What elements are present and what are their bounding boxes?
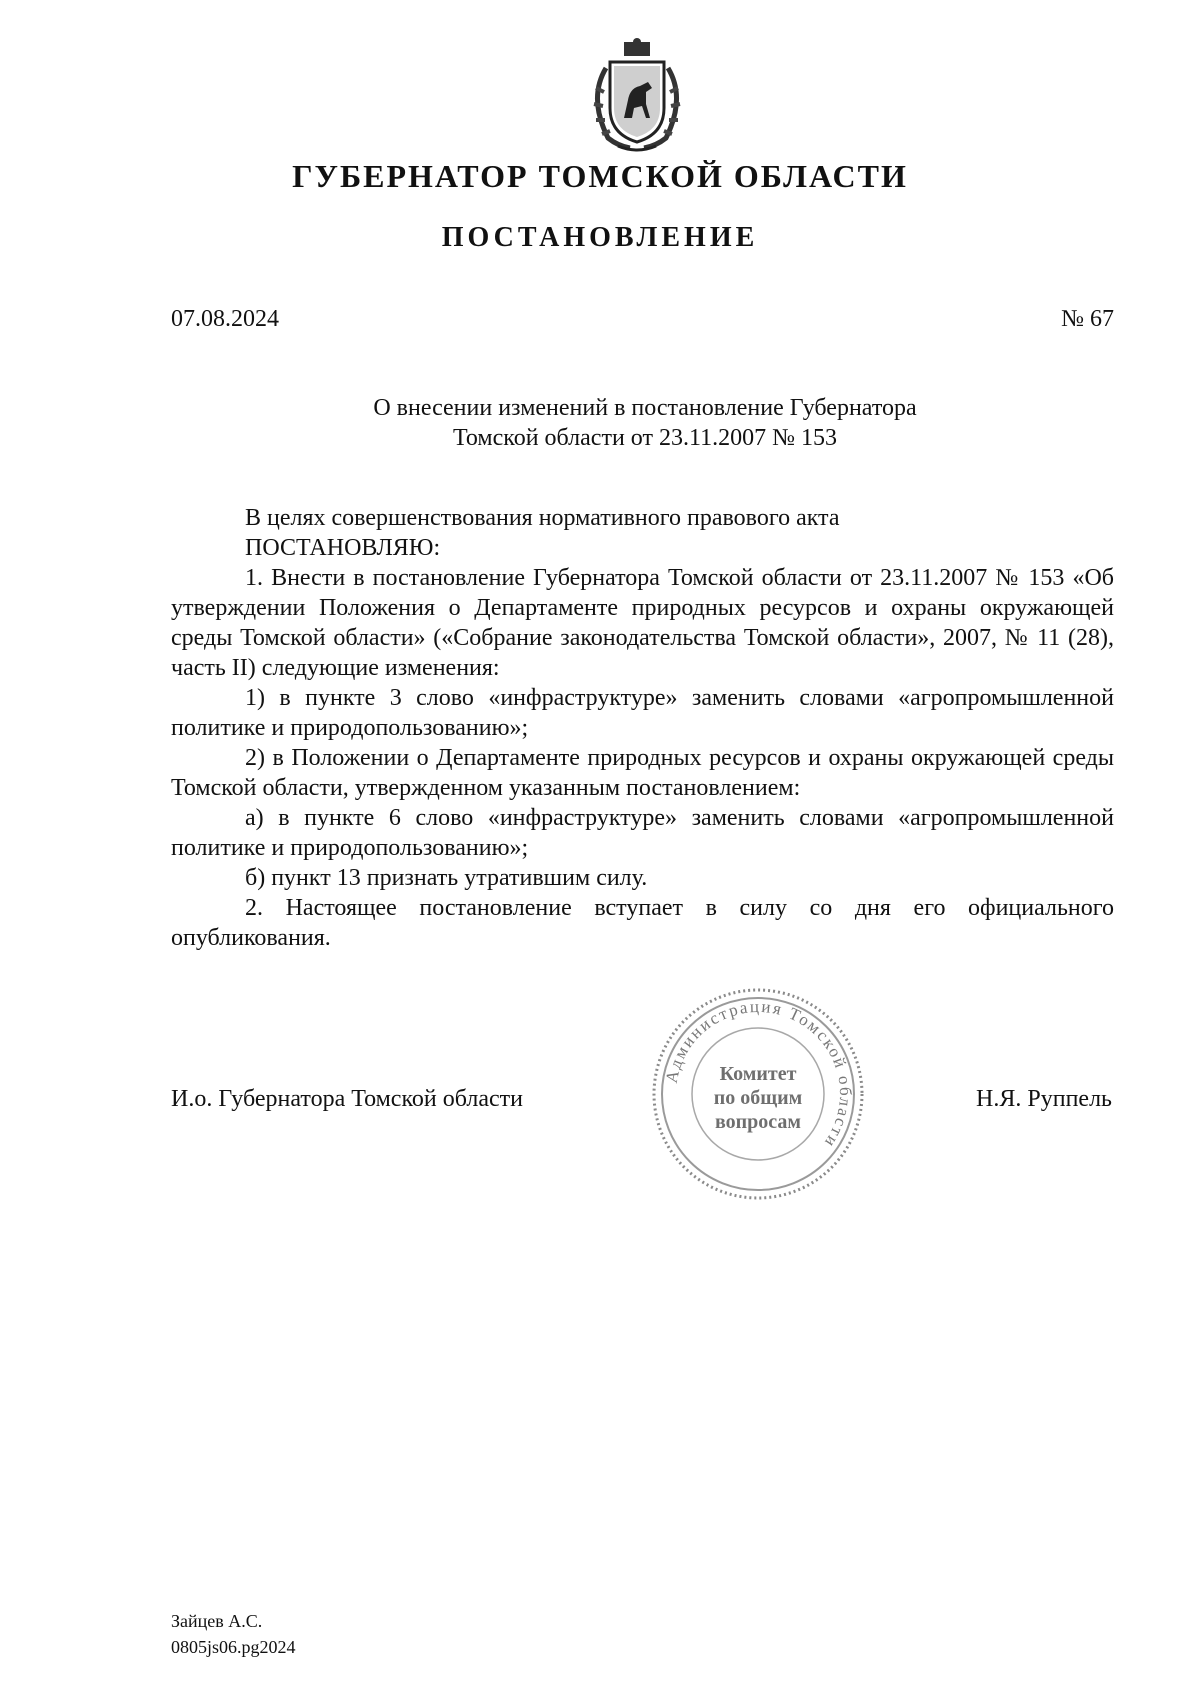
document-type-title: ПОСТАНОВЛЕНИЕ: [441, 222, 759, 253]
document-number: № 67: [1061, 306, 1114, 332]
svg-text:Комитет: Комитет: [719, 1063, 797, 1085]
subject-line-2: Томской области от 23.11.2007 № 153: [453, 425, 837, 451]
document-subject: [0, 393, 1200, 453]
item-1-2-paragraph: 2) в Положении о Департаменте природных ресурсов и охраны окружающей среды Томской области, утвержденном указанным постановлением:: [171, 745, 1114, 801]
item-1-2a-paragraph: а) в пункте 6 слово «инфраструктуре» заменить словами «агропромышленной политике и природопользованию»;: [171, 805, 1114, 861]
item-1-1-paragraph: 1) в пункте 3 слово «инфраструктуре» заменить словами «агропромышленной политике и природопользованию»;: [171, 685, 1114, 741]
signatory-name: Н.Я. Руппель: [976, 1086, 1112, 1112]
coat-of-arms-emblem: [578, 38, 696, 154]
file-code: 0805js06.pg2024: [171, 1637, 296, 1657]
signatory-role: И.о. Губернатора Томской области: [171, 1086, 523, 1112]
item-1-paragraph: 1. Внести в постановление Губернатора Томской области от 23.11.2007 № 153 «Об утверждении Положения о Департаменте природных ресурсов и охраны окружающей среды Томской области» («Собрание законодательства Томской области», 2007, № 11 (28), часть II) следующие изменения:: [171, 565, 1114, 681]
item-1-2b-paragraph: б) пункт 13 признать утратившим силу.: [245, 865, 648, 891]
svg-text:Администрация Томской области: Администрация Томской области: [661, 996, 856, 1153]
subject-line-1: О внесении изменений в постановление Губернатора: [373, 395, 917, 421]
document-body: [171, 503, 1114, 953]
document-date: 07.08.2024: [171, 306, 279, 332]
executor-name: Зайцев А.С.: [171, 1611, 263, 1631]
svg-text:вопросам: вопросам: [714, 1111, 802, 1133]
item-2-paragraph: 2. Настоящее постановление вступает в силу со дня его официального опубликования.: [171, 895, 1114, 951]
svg-text:по общим: по общим: [713, 1087, 803, 1109]
executor-footer: [171, 1608, 296, 1660]
issuing-authority-title: ГУБЕРНАТОР ТОМСКОЙ ОБЛАСТИ: [292, 158, 908, 194]
official-round-stamp: [648, 984, 868, 1204]
resolve-paragraph: ПОСТАНОВЛЯЮ:: [245, 535, 441, 561]
preamble-paragraph: В целях совершенствования нормативного правового акта: [245, 505, 840, 531]
